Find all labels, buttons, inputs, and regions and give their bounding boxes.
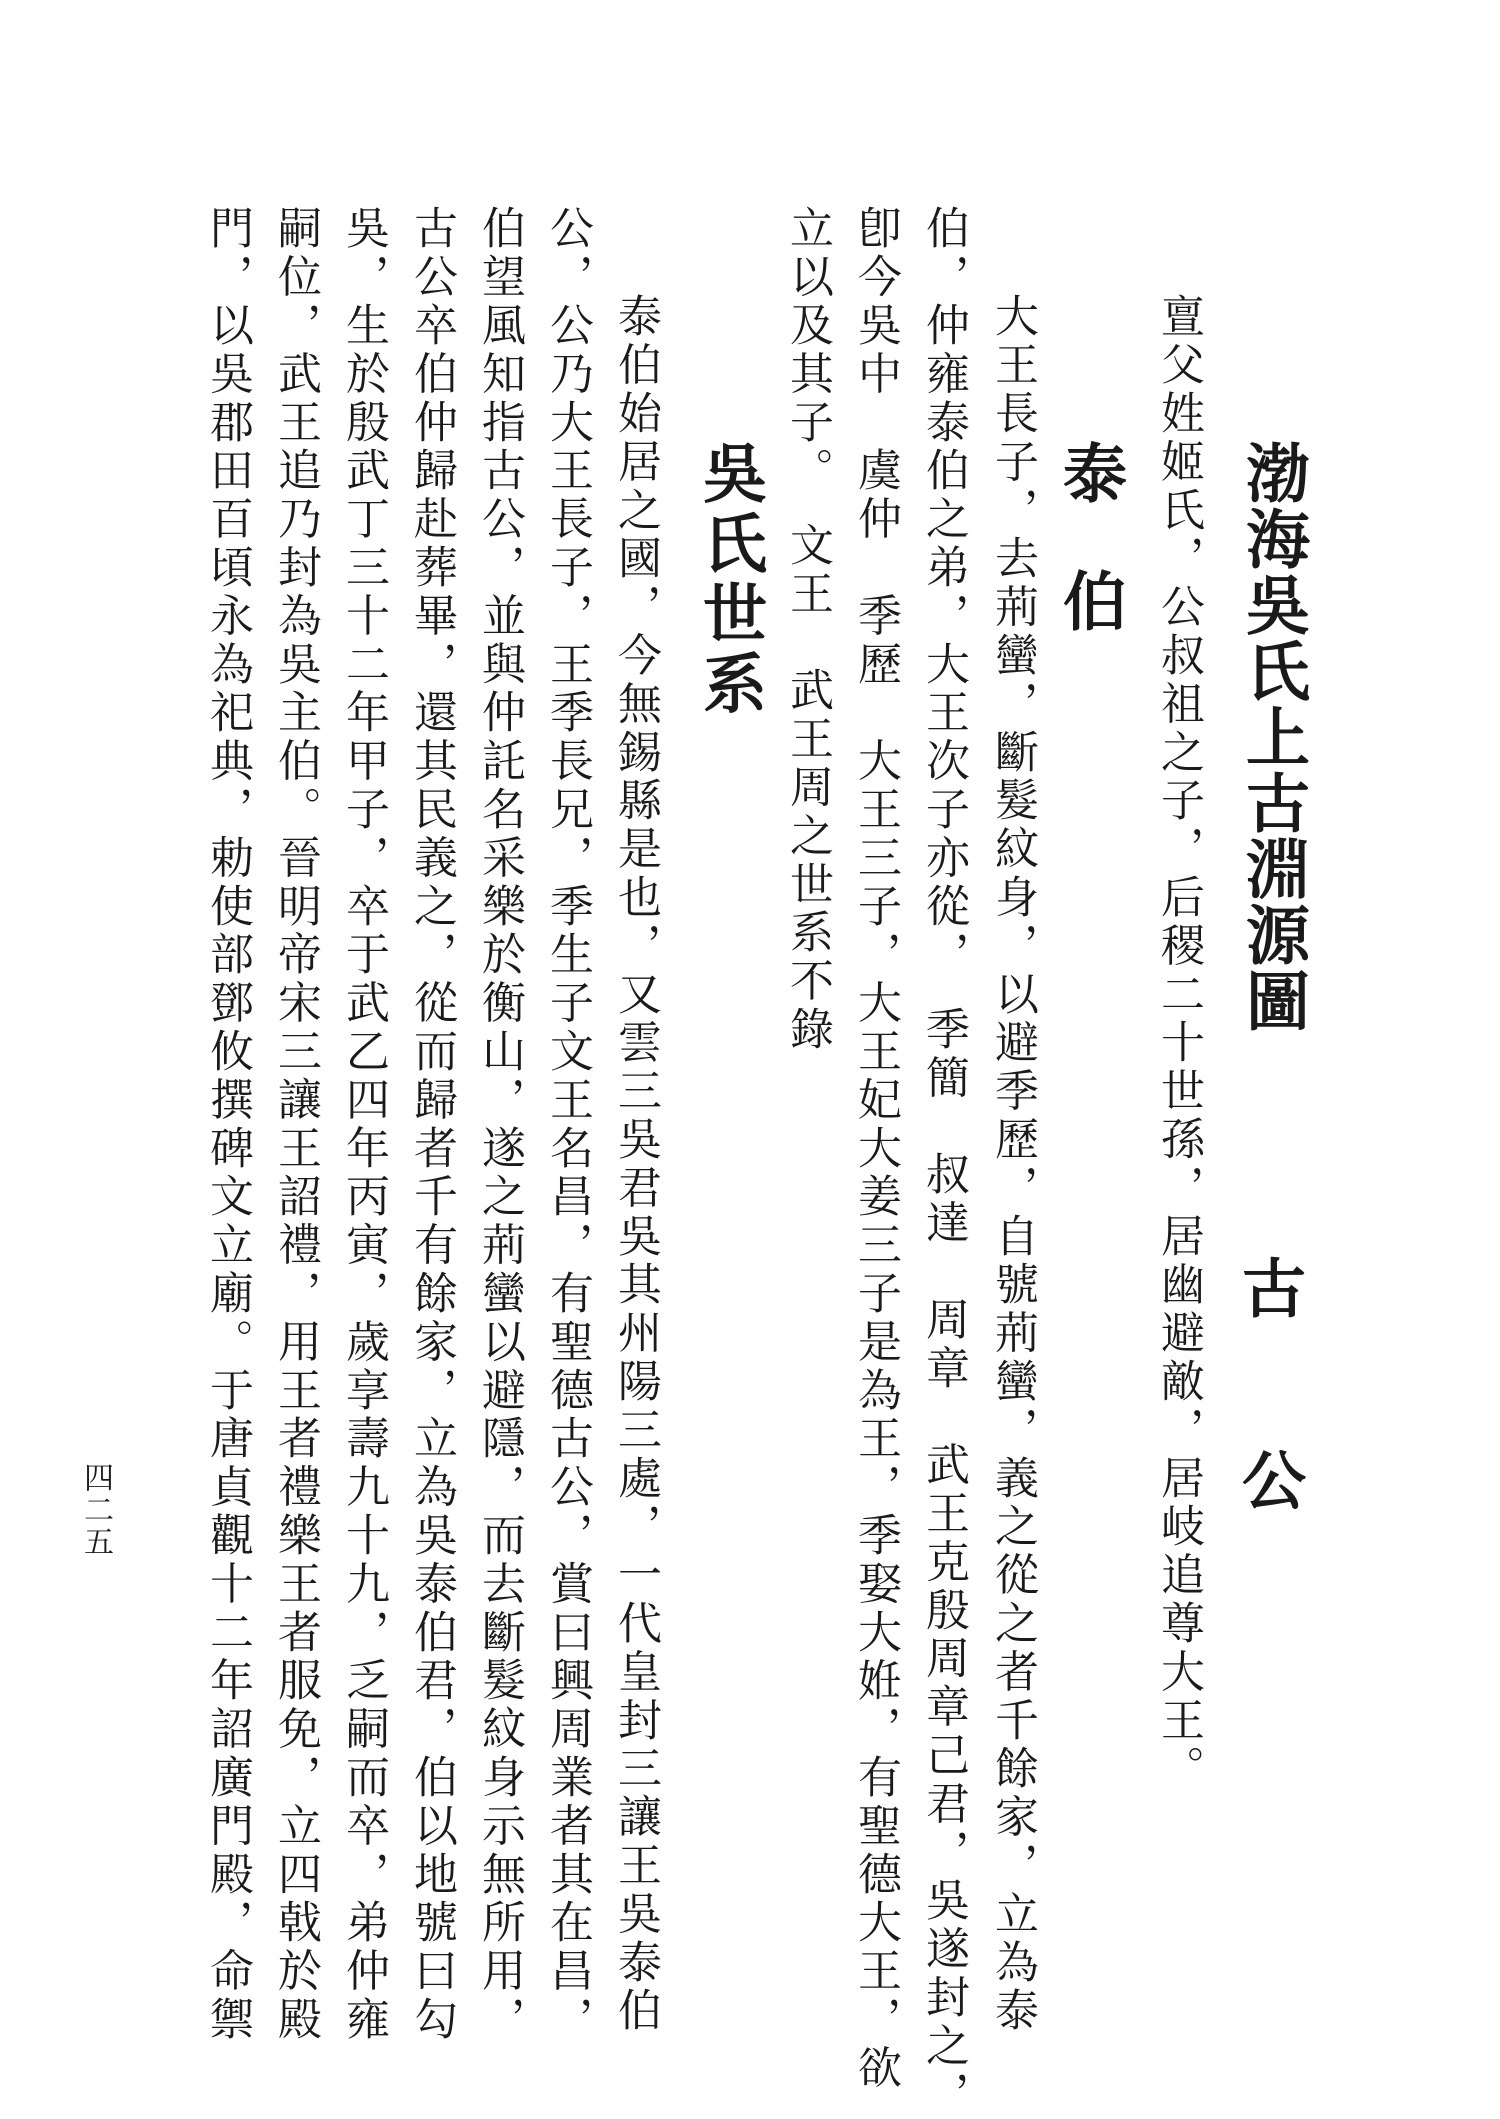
shixi-line: 泰伯始居之國，今無錫縣是也，又雲三吳君吳其州陽三處，一代皇封三讓王吳泰伯 — [610, 293, 661, 2036]
gugong-line: 亶父姓姬氏，公叔祖之子，后稷二十世孫，居幽避敵，居岐追尊大王。 — [1153, 293, 1204, 1794]
gugong-heading: 古 公 — [1231, 1255, 1306, 1511]
page-title: 渤海吳氏上古淵源圖 — [1235, 440, 1310, 1034]
shixi-line: 門，以吳郡田百頃永為祀典，勅使部鄧攸撰碑文立廟。于唐貞觀十二年詔廣門殿，命禦 — [202, 205, 253, 2045]
shixi-line: 伯望風知指古公，並與仲託名采樂於衡山，遂之荊蠻以避隱，而去斷髮紋身示無所用， — [474, 205, 525, 2045]
shixi-line: 公，公乃大王長子，王季長兄，季生子文王名昌，有聖德古公，賞曰興周業者其在昌， — [542, 205, 593, 2045]
shixi-line: 古公卒伯仲歸赴葬畢，還其民義之，從而歸者千有餘家，立為吳泰伯君，伯以地號曰勾 — [406, 205, 457, 2045]
taibo-line: 大王長子，去荊蠻，斷髮紋身，以避季歷，自號荊蠻，義之從之者千餘家，立為泰 — [987, 293, 1038, 2036]
taibo-line: 伯，仲雍泰伯之弟，大王次子亦從， 季簡 叔達 周章 武王克殷周章己君，吳遂封之， — [918, 205, 969, 2119]
shixi-heading: 吳氏世系 — [692, 440, 767, 720]
taibo-line: 卽今吳中 虞仲 季歷 大王三子，大王妃大姜三子是為王，季娶大姙，有聖德大王，欲 — [850, 205, 901, 2093]
taibo-line: 立以及其子。 文王 武王周之世系不錄 — [782, 205, 833, 1055]
page-number: 四二五 — [78, 1462, 113, 1558]
shixi-line: 嗣位，武王追乃封為吳主伯。晉明帝宋三讓王詔禮，用王者禮樂王者服免，立四戟於殿 — [270, 205, 321, 2045]
shixi-line: 吳，生於殷武丁三十二年甲子，卒于武乙四年丙寅，歲享壽九十九，乏嗣而卒，弟仲雍 — [338, 205, 389, 2045]
taibo-heading: 泰 伯 — [1052, 440, 1127, 632]
